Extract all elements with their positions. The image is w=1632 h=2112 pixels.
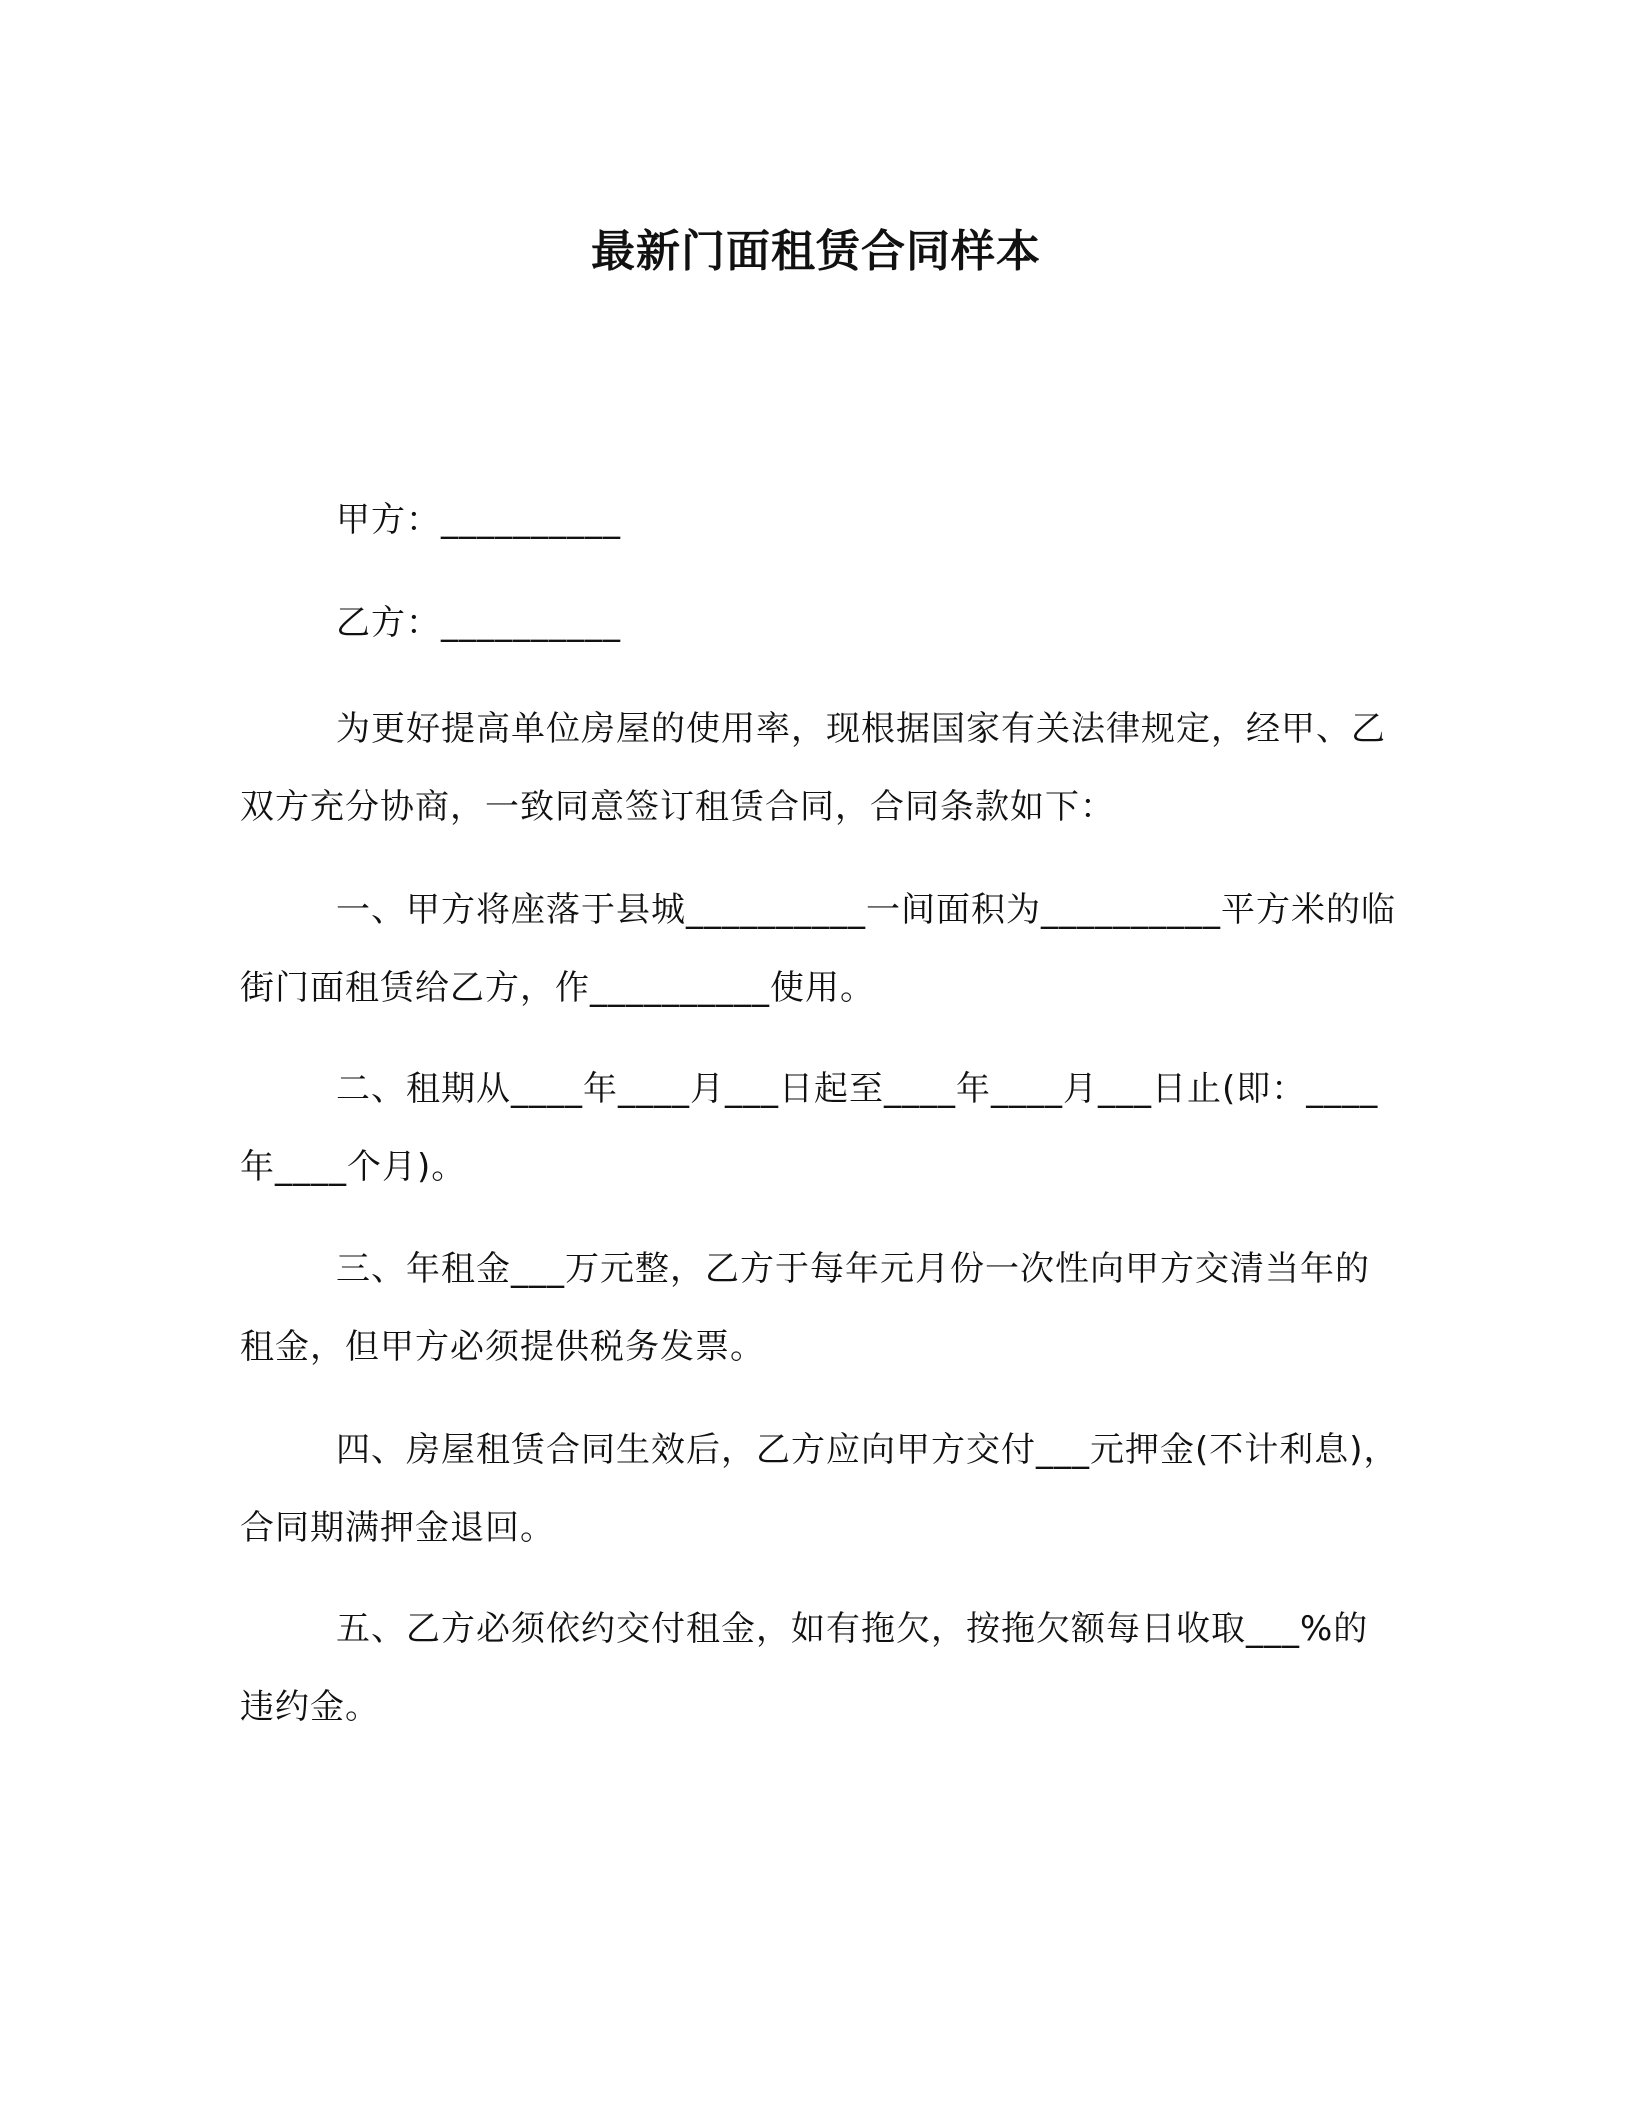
intro-paragraph: 为更好提高单位房屋的使用率，现根据国家有关法律规定，经甲、乙双方充分协商，一致同意签订租赁合同，合同条款如下： bbox=[240, 709, 1386, 827]
clause-4: 四、房屋租赁合同生效后，乙方应向甲方交付___元押金(不计利息)，合同期满押金退回。 bbox=[240, 1430, 1399, 1548]
clause-1: 一、甲方将座落于县城__________一间面积为__________平方米的临街门面租赁给乙方，作__________使用。 bbox=[240, 890, 1396, 1008]
clause-2: 二、租期从____年____月___日起至____年____月___日止(即：____年____个月)。 bbox=[240, 1069, 1379, 1187]
document-title: 最新门面租赁合同样本 bbox=[591, 226, 1041, 277]
clause-3: 三、年租金___万元整，乙方于每年元月份一次性向甲方交清当年的租金，但甲方必须提供税务发票。 bbox=[240, 1249, 1370, 1367]
party-b-line: 乙方：__________ bbox=[336, 603, 621, 643]
party-a-line: 甲方：__________ bbox=[336, 500, 621, 540]
clause-5: 五、乙方必须依约交付租金，如有拖欠，按拖欠额每日收取___%的违约金。 bbox=[240, 1609, 1369, 1727]
